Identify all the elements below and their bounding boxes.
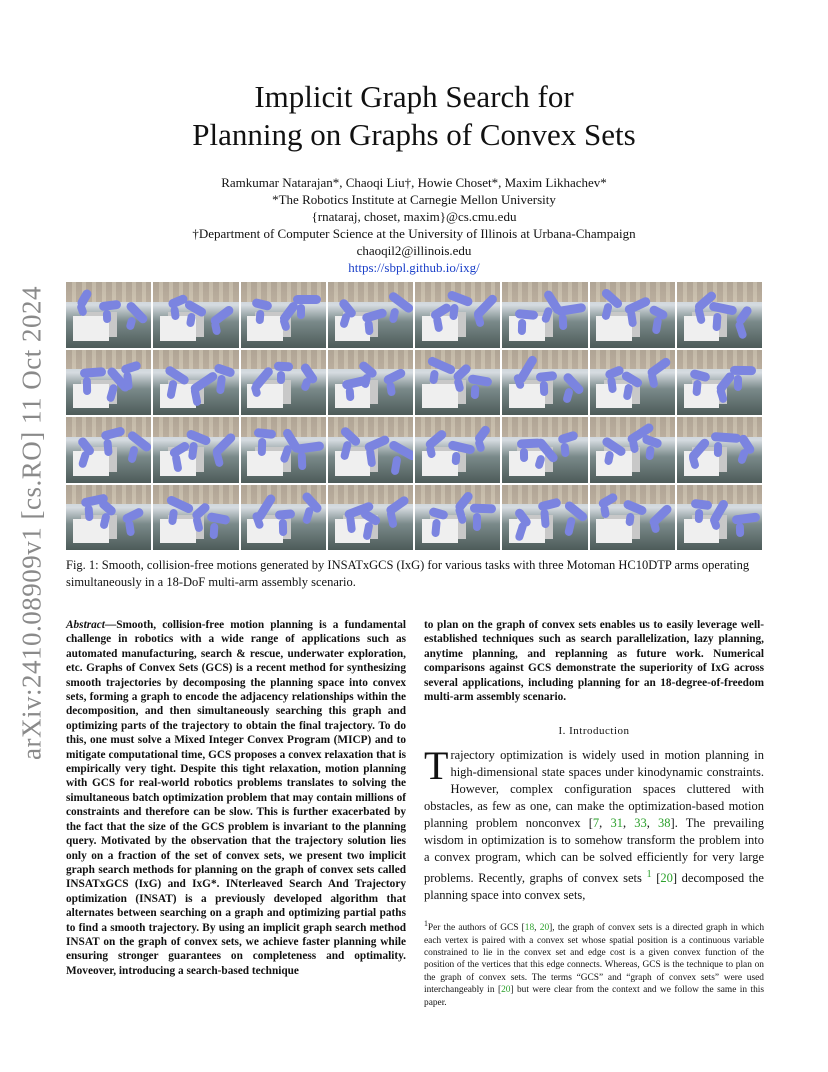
affiliation-cmu: *The Robotics Institute at Carnegie Mellon University <box>272 192 556 207</box>
workpiece-box <box>596 451 632 476</box>
robot-arm-segment <box>711 432 741 443</box>
figure-tile <box>590 282 675 348</box>
footnote-text-2: ], the graph of convex sets is a directed graph in which each vertex is paired with a convex set whose spatial position is a continuous variable constrained to lie in the convex set and edge cost is a given convex function of the position of the vertices that this edge connects. Whereas, GCS is the technique to plan on the graph of convex sets. The terms “GCS” and “graph of convex sets” were used interchangeably in [ <box>424 923 765 996</box>
project-url-link[interactable]: https://sbpl.github.io/ixg/ <box>348 260 480 275</box>
figure-tile <box>677 417 762 483</box>
robot-arm-segment <box>471 385 480 400</box>
robot-arm-segment <box>366 448 377 468</box>
robot-arm-segment <box>520 448 528 462</box>
robot-arm-segment <box>99 512 110 529</box>
footnote-ref[interactable]: 1 <box>646 868 652 880</box>
robot-arm-segment <box>541 509 551 529</box>
robot-arm-segment <box>539 381 548 396</box>
figure-tile <box>677 282 762 348</box>
title-line-2: Planning on Graphs of Convex Sets <box>192 117 636 152</box>
robot-arm-segment <box>279 519 287 536</box>
robot-arm-segment <box>469 504 495 514</box>
robot-arm-segment <box>451 451 460 465</box>
right-column <box>424 618 764 1009</box>
robot-arm-segment <box>125 519 135 536</box>
citation-link[interactable]: 20 <box>660 871 673 885</box>
robot-arm-segment <box>345 387 354 401</box>
robot-arm-segment <box>188 441 198 460</box>
robot-arm-segment <box>277 371 285 384</box>
robot-arm-segment <box>730 366 757 375</box>
robot-arm-segment <box>600 505 610 519</box>
robot-arm-segment <box>83 377 91 396</box>
robot-arm-segment <box>254 428 277 439</box>
robot-arm-segment <box>301 506 313 525</box>
figure-tile <box>153 485 238 551</box>
figure-tile <box>590 350 675 416</box>
workpiece-box <box>422 384 458 409</box>
robot-arm-segment <box>737 448 749 465</box>
section-heading-introduction: I. Introduction <box>558 725 630 738</box>
abstract-text-right: to plan on the graph of convex sets enables us to easily leverage well-established techniques such as search parallelization, lazy planning, anytime planning, and replanning as future work. Numerical comparisons against GCS demonstrate the superiority of IxG across several applications, including planning for an 18-degree-of-freedom multi-arm assembly scenario. <box>424 619 764 704</box>
robot-arm-segment <box>102 310 111 323</box>
figure-tile <box>328 350 413 416</box>
abstract-label: Abstract <box>66 619 105 631</box>
arxiv-identifier: arXiv:2410.08909v1 [cs.RO] 11 Oct 2024 <box>16 286 47 760</box>
footnote-text-1: Per the authors of GCS [ <box>427 923 525 934</box>
workpiece-box <box>247 451 283 476</box>
robot-arm-segment <box>206 512 230 525</box>
tile-background <box>153 282 238 302</box>
workpiece-box <box>247 519 283 544</box>
intro-text-3: ] decomposed the planning space into convex sets, <box>424 871 764 902</box>
citation-link[interactable]: 33 <box>634 815 647 830</box>
robot-arm-segment <box>79 367 105 378</box>
robot-arm-segment <box>99 300 122 312</box>
figure-tile <box>241 417 326 483</box>
figure-tile <box>328 485 413 551</box>
robot-arm-segment <box>735 523 744 537</box>
robot-arm-segment <box>210 523 219 540</box>
figure-tile <box>66 485 151 551</box>
robot-arm-segment <box>560 442 569 456</box>
author-list: Ramkumar Natarajan*, Chaoqi Liu†, Howie Choset*, Maxim Likhachev* <box>221 175 607 190</box>
affiliation-uiuc: †Department of Computer Science at the University of Illinois at Urbana-Champaign <box>192 226 636 241</box>
robot-arm-segment <box>536 371 558 382</box>
robot-arm-segment <box>297 304 305 318</box>
robot-arm-segment <box>298 452 307 471</box>
robot-arm-segment <box>623 384 634 401</box>
robot-arm-segment <box>541 306 554 324</box>
robot-arm-segment <box>104 438 113 456</box>
robot-arm-segment <box>274 361 293 371</box>
figure-tile <box>590 485 675 551</box>
workpiece-box <box>160 519 196 544</box>
figure-tile <box>502 485 587 551</box>
robot-arm-segment <box>475 438 487 453</box>
robot-arm-segment <box>126 317 137 332</box>
robot-arm-segment <box>386 381 396 396</box>
citation-link[interactable]: 31 <box>610 815 623 830</box>
drop-cap: T <box>424 742 449 788</box>
robot-arm-segment <box>714 442 722 457</box>
figure-tile <box>241 282 326 348</box>
robot-arm-segment <box>275 509 296 520</box>
figure-tile <box>502 417 587 483</box>
robot-arm-segment <box>216 375 226 395</box>
footnote-mark: 1 <box>424 919 428 928</box>
citation-link[interactable]: 38 <box>658 815 671 830</box>
intro-text-1: rajectory optimization is widely used in motion planning in high-dimensional state spaces under kinodynamic constraints. However, complex configuration spaces cluttered with obstacles, as few as one, can make the optimization-based motion planning problem nonconvex [ <box>424 747 764 830</box>
citation-link[interactable]: 20 <box>539 923 550 934</box>
tile-background <box>66 485 151 505</box>
robot-arm-segment <box>365 320 374 336</box>
figure-caption: Fig. 1: Smooth, collision-free motions generated by INSATxGCS (IxG) for various tasks with three Motoman HC10DTP arms operating simultaneously in a 18-DoF multi-arm assembly scenario. <box>66 558 750 589</box>
figure-tile <box>66 282 151 348</box>
robot-arm-segment <box>257 438 266 457</box>
robot-arm-segment <box>390 455 401 475</box>
figure-tile <box>66 350 151 416</box>
robot-arm-segment <box>170 306 180 321</box>
figure-1-image-grid <box>66 282 762 550</box>
robot-arm-segment <box>559 314 568 331</box>
robot-arm-segment <box>694 509 703 523</box>
robot-arm-segment <box>387 509 398 528</box>
citation-link[interactable]: 7 <box>592 815 600 830</box>
robot-arm-segment <box>607 377 617 394</box>
robot-arm-segment <box>473 513 481 531</box>
figure-tile <box>66 417 151 483</box>
robot-arm-segment <box>732 512 761 524</box>
figure-tile <box>241 485 326 551</box>
abstract-text-left: —Smooth, collision-free motion planning is a fundamental challenge in robotics with a wide range of applications such as automated manufacturing, search & rescue, underwater exploration, etc. Graphs of Convex Sets (GCS) is a recent method for synthesizing smooth trajectories by decomposing the planning space into convex sets, forming a graph to encode the adjacency relationships within the decomposition, and then simultaneously searching this graph and optimizing parts of the trajectory to obtain the final trajectory. To do this, one must solve a Mixed Integer Convex Program (MICP) and to mitigate computational time, GCS proposes a convex relaxation that is empirically very tight. Despite this tight relaxation, motion planning with GCS for real-world robotics problems translates to solving the simultaneous batch optimization problem that may contain millions of constraints and therefore can be slow. This is further exacerbated by the fact that the size of the GCS problem is invariant to the planning query. Motivated by the observation that the trajectory solution lies only on a fraction of the set of convex sets, we present two implicit graph search methods for planning on the graph of convex sets called INSATxGCS (IxG) and IxG*. INterleaved Search And Trajectory optimization (INSAT) is a previously developed algorithm that alternates between searching on a graph and optimizing partial paths to find a smooth trajectory. By using an implicit graph search method INSAT on the graph of convex sets, we achieve faster planning while ensuring stronger guarantees on completeness and optimality. Moveover, introducing a search-based technique <box>66 619 406 977</box>
robot-arm-segment <box>300 377 312 392</box>
intro-text-3a: [ <box>651 871 661 885</box>
figure-tile <box>328 282 413 348</box>
robot-arm-segment <box>84 505 93 521</box>
citation-link[interactable]: 20 <box>501 985 511 996</box>
arxiv-sidebar <box>16 288 48 758</box>
figure-tile <box>328 417 413 483</box>
workpiece-box <box>247 316 283 341</box>
email-cmu: {rnataraj, choset, maxim}@cs.cmu.edu <box>311 209 517 224</box>
figure-tile <box>415 350 500 416</box>
introduction-paragraph: Trajectory optimization is widely used in motion planning in high-dimensional state spaces under kinodynamic constraints. However, complex configuration spaces cluttered with obstacles, as few as one, can make the optimization-based motion planning problem nonconvex [7, 31, 33, 38]. The prevailing wisdom in optimization is to somehow transform the problem into a convex program, which can be solved efficiently for very large problems. Recently, graphs of convex sets $^1$ [20] decomposed the planning space into convex sets, <box>424 742 765 902</box>
figure-tile <box>153 417 238 483</box>
workpiece-box <box>684 384 720 409</box>
robot-arm-segment <box>627 310 637 328</box>
author-block <box>0 174 828 276</box>
figure-tile <box>590 417 675 483</box>
figure-tile <box>415 282 500 348</box>
workpiece-box <box>509 316 545 341</box>
figure-tile <box>241 350 326 416</box>
paper-title <box>0 78 828 154</box>
robot-arm-segment <box>645 445 655 460</box>
robot-arm-segment <box>734 375 742 391</box>
citation-link[interactable]: 18 <box>524 923 535 934</box>
figure-tile <box>415 417 500 483</box>
footnote-1: $^1$Per the authors of GCS [18, 20], the graph of convex sets is a directed graph in which each vertex is paired with a convex set whose spatial position is a continuous variable constrained to lie in the convex set and edge cost is a given convex function of the position of the vertices that this edge connects. Whereas, GCS is the technique to plan on the graph of convex sets. The terms “GCS” and “graph of convex sets” were used interchangeably in [20] but were clear from the context and we follow the same in this paper. <box>424 919 765 1008</box>
figure-tile <box>153 350 238 416</box>
tile-background <box>502 350 587 370</box>
robot-arm-segment <box>712 313 721 331</box>
figure-tile <box>415 485 500 551</box>
robot-arm-segment <box>735 320 748 339</box>
title-line-1: Implicit Graph Search for <box>254 79 574 114</box>
robot-arm-segment <box>625 512 635 526</box>
robot-arm-segment <box>564 516 576 536</box>
robot-arm-segment <box>388 307 399 323</box>
robot-arm-segment <box>279 444 293 464</box>
robot-arm-segment <box>467 374 492 387</box>
email-uiuc: chaoqil2@illinois.edu <box>356 243 472 258</box>
robot-arm-segment <box>123 371 133 390</box>
figure-tile <box>502 350 587 416</box>
robot-arm-segment <box>255 309 264 324</box>
robot-arm-segment <box>563 387 575 404</box>
tile-background <box>677 282 762 302</box>
robot-arm-segment <box>127 445 139 463</box>
footnote-text-3: ] but were clear from the context and we follow the same in this paper. <box>424 985 765 1008</box>
abstract-column-left <box>66 618 406 978</box>
robot-arm-segment <box>651 317 662 335</box>
workpiece-box <box>596 316 632 341</box>
figure-tile <box>153 282 238 348</box>
figure-tile <box>677 350 762 416</box>
figure-tile <box>677 485 762 551</box>
robot-arm-segment <box>293 295 320 304</box>
intro-text-2: ]. The prevailing wisdom in optimization is to somehow transform the problem into a convex program, which can be solved efficiently for very large problems. Recently, graphs of convex sets <box>424 815 765 885</box>
figure-tile <box>502 282 587 348</box>
